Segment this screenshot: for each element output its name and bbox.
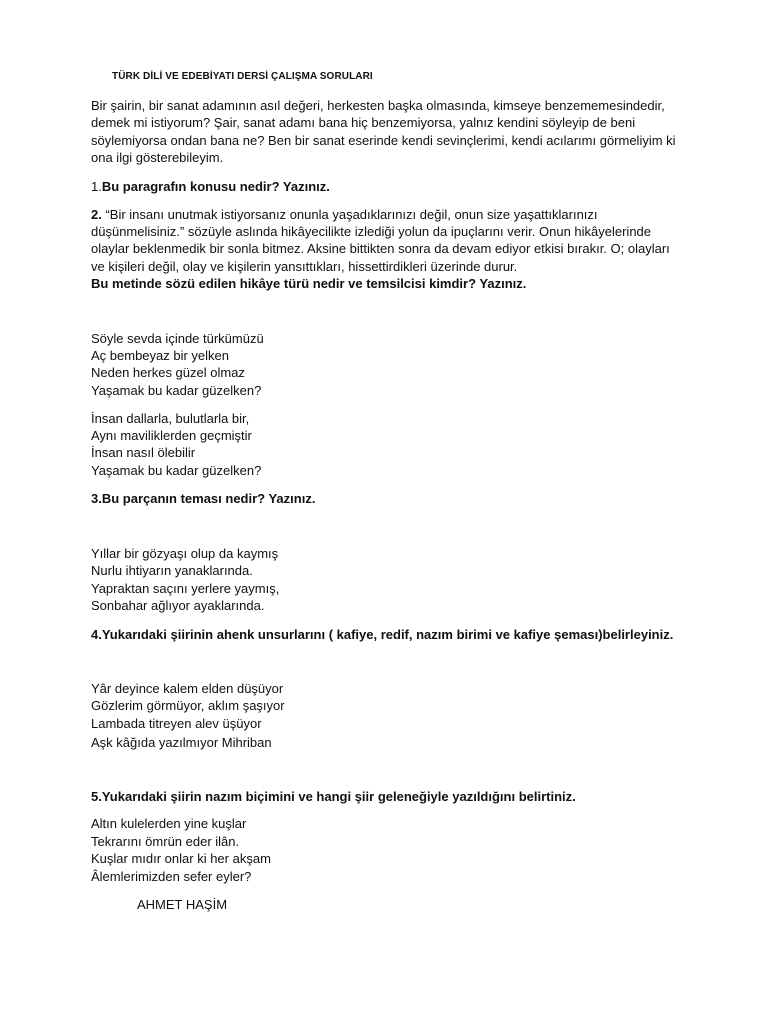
poem-line: Âlemlerimizden sefer eyler? (91, 869, 252, 884)
question-1-text: Bu paragrafın konusu nedir? Yazınız. (101, 179, 330, 194)
poem-line: Gözlerim görmüyor, aklım şaşıyor (91, 698, 285, 713)
poem-line: Kuşlar mıdır onlar ki her akşam (91, 851, 271, 866)
poem-line: Aç bembeyaz bir yelken (91, 348, 230, 363)
poem-line: Neden herkes güzel olmaz (91, 365, 245, 380)
question-1 (91, 178, 330, 195)
poem-line: Yaşamak bu kadar güzelken? (91, 463, 262, 478)
question-2-number: 2. (91, 207, 102, 222)
question-5: 5.Yukarıdaki şiirin nazım biçimini ve hangi şiir geleneğiyle yazıldığını belirtiniz. (91, 789, 576, 804)
document-title: TÜRK DİLİ VE EDEBİYATI DERSİ ÇALIŞMA SORULARI (112, 71, 373, 82)
poem-line: İnsan nasıl ölebilir (91, 445, 196, 460)
question-3: 3.Bu parçanın teması nedir? Yazınız. (91, 491, 316, 506)
poem-line: Yıllar bir gözyaşı olup da kaymış (91, 546, 279, 561)
intro-line: demek mi istiyorum? Şair, sanat adamı bana hiç benzemiyorsa, yalnız kendini söyleyip de beni (91, 115, 636, 130)
question-2-line: olaylar beklenmedik bir sonla bitmez. Aksine bittikten sonra da devam ediyor etkisi bırakır. O; olayları (91, 241, 670, 256)
poem-line: Aynı maviliklerden geçmiştir (91, 428, 252, 443)
poem-line: Sonbahar ağlıyor ayaklarında. (91, 598, 265, 613)
poem-line: Yapraktan saçını yerlere yaymış, (91, 581, 280, 596)
poem-line: Yaşamak bu kadar güzelken? (91, 383, 262, 398)
question-2-line: 2. “Bir insanı unutmak istiyorsanız onunla yaşadıklarınızı değil, onun size yaşattıklarınızı (91, 207, 598, 222)
poem-line: Lambada titreyen alev üşüyor (91, 716, 262, 731)
poem-line: Söyle sevda içinde türkümüzü (91, 331, 264, 346)
poem-line: Tekrarını ömrün eder ilân. (91, 834, 240, 849)
question-4: 4.Yukarıdaki şiirinin ahenk unsurlarını ( kafiye, redif, nazım birimi ve kafiye şeması)belirleyiniz. (91, 627, 674, 642)
poem-line: Aşk kâğıda yazılmıyor Mihriban (91, 735, 272, 750)
intro-line: Bir şairin, bir sanat adamının asıl değeri, herkesten başka olmasında, kimseye benzememesindedir, (91, 98, 665, 113)
poem-line: Altın kulelerden yine kuşlar (91, 816, 247, 831)
poem-line: İnsan dallarla, bulutlarla bir, (91, 411, 250, 426)
poem-line: Yâr deyince kalem elden düşüyor (91, 681, 284, 696)
intro-line: söylemiyorsa ondan bana ne? Ben bir sanat eserinde kendi sevinçlerimi, kendi acılarımı görmeliyim ki (91, 133, 676, 148)
poem-author: AHMET HAŞİM (137, 897, 228, 912)
intro-line: ona ilgi gösterebileyim. (91, 150, 224, 165)
question-1-number: 1. (91, 179, 102, 194)
poem-line: Nurlu ihtiyarın yanaklarında. (91, 563, 253, 578)
question-2-line: düşünmelisiniz.” sözüyle aslında hikâyecilikte izlediği yolun da ipuçlarını verir. Onun hikâyelerinde (91, 224, 652, 239)
question-2-line: ve kişileri değil, olay ve kişilerin yansıttıkları, hissettirdikleri üzerinde durur. (91, 259, 518, 274)
question-2-prompt: Bu metinde sözü edilen hikâye türü nedir ve temsilcisi kimdir? Yazınız. (91, 276, 527, 291)
